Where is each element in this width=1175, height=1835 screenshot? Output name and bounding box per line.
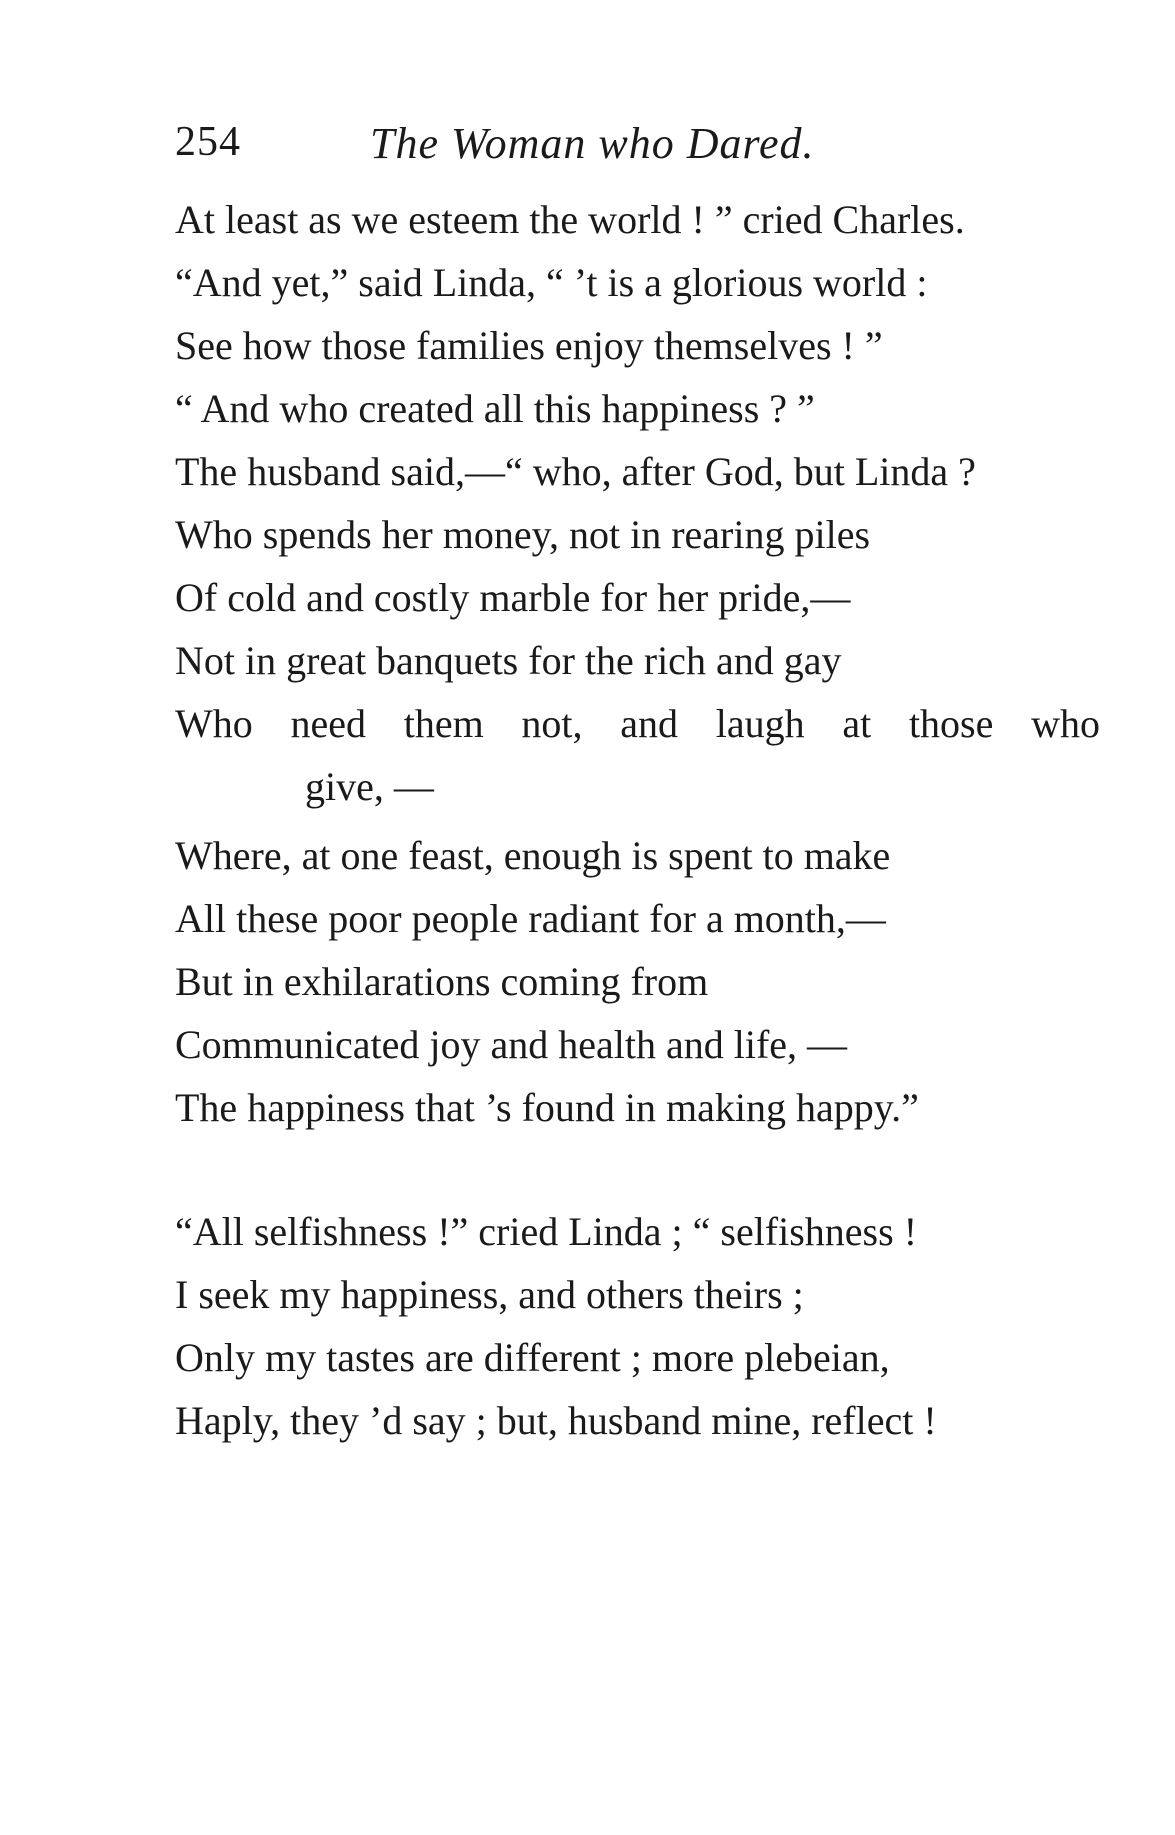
- verse-line: “ And who created all this happiness ? ”: [175, 386, 815, 431]
- book-title: The Woman who Dared.: [370, 119, 815, 168]
- verse-line: The husband said,—“ who, after God, but Linda ?: [175, 449, 976, 494]
- verse-line: Where, at one feast, enough is spent to make: [175, 833, 891, 878]
- page-number: 254: [175, 119, 241, 165]
- verse-line: Communicated joy and health and life, —: [175, 1022, 848, 1067]
- verse-line: “All selfishness !” cried Linda ; “ selfishness !: [175, 1209, 918, 1254]
- running-head: [175, 118, 975, 178]
- verse-line: Who spends her money, not in rearing piles: [175, 512, 871, 557]
- verse-line: I seek my happiness, and others theirs ;: [175, 1272, 804, 1317]
- verse-line-continuation: give, —: [305, 764, 434, 809]
- verse-line: See how those families enjoy themselves ! ”: [175, 323, 883, 368]
- verse-line: Only my tastes are different ; more plebeian,: [175, 1335, 890, 1380]
- verse-line: The happiness that ’s found in making happy.”: [175, 1085, 919, 1130]
- verse-line: Not in great banquets for the rich and gay: [175, 638, 842, 683]
- verse-line: But in exhilarations coming from: [175, 959, 709, 1004]
- verse-line: Of cold and costly marble for her pride,—: [175, 575, 851, 620]
- verse-line: At least as we esteem the world ! ” cried Charles.: [175, 197, 965, 242]
- verse-line: All these poor people radiant for a month,—: [175, 896, 886, 941]
- verse-line: Haply, they ’d say ; but, husband mine, reflect !: [175, 1398, 937, 1443]
- verse-line: “And yet,” said Linda, “ ’t is a glorious world :: [175, 260, 928, 305]
- verse-line: Who need them not, and laugh at those who: [175, 701, 1100, 746]
